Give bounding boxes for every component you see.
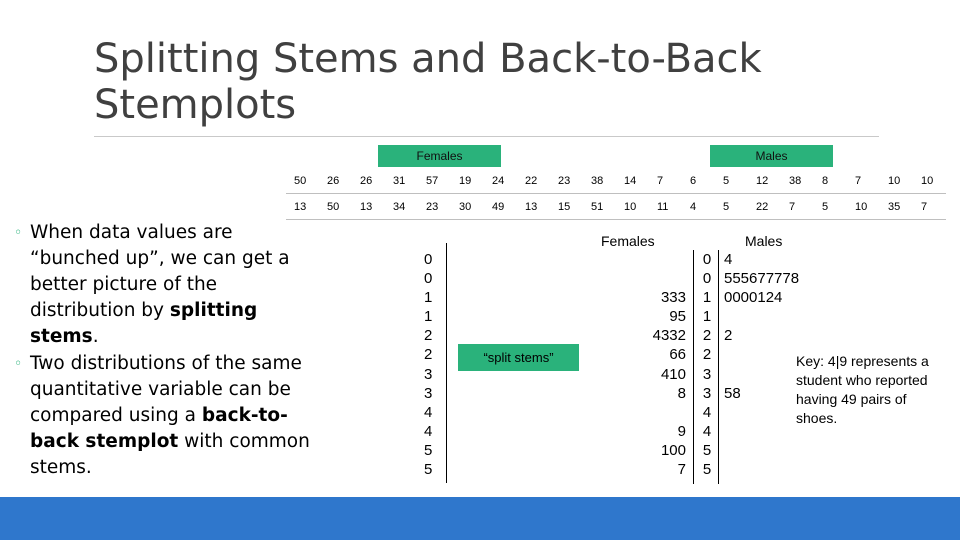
stemplot-cell (724, 441, 834, 460)
stemplot-cell: 2 (702, 346, 712, 364)
stemplot-cell: 0 (702, 251, 712, 268)
bullet-text: . (92, 326, 99, 347)
stemplot-cell: 3 (702, 365, 712, 383)
bullet-text: When data values are “bunched up”, we can get a better picture of the distribution by (30, 222, 290, 321)
table-cell: 50 (319, 194, 352, 220)
stemplot-cell: 100 (660, 441, 686, 459)
stemplot-cell: 2 (702, 327, 712, 345)
table-cell: 13 (517, 194, 550, 220)
stemplot-cell: 2 (424, 327, 433, 345)
table-cell: 7 (847, 168, 880, 194)
bold-term: back-to-back stemplot (30, 405, 288, 452)
table-cell: 14 (616, 168, 649, 194)
table-cell: 23 (550, 168, 583, 194)
table-cell: 11 (649, 194, 682, 220)
stemplot-cell: 0 (424, 251, 433, 268)
stemplot-cell: 2 (424, 346, 433, 364)
table-cell: 5 (715, 194, 748, 220)
stemplot-cell: 5 (424, 441, 433, 459)
stemplot-cell: 4 (702, 422, 712, 440)
bullet-item (14, 220, 314, 350)
table-cell: 35 (880, 194, 913, 220)
table-cell: 49 (484, 194, 517, 220)
stemplot-cell (724, 307, 834, 326)
stemplot-cell: 7 (677, 461, 686, 479)
stemplot-cell: 4332 (652, 327, 686, 345)
table-cell: 5 (715, 168, 748, 194)
stemplot-cell: 4 (424, 422, 433, 440)
table-cell: 7 (781, 194, 814, 220)
stemplot-cell: 2 (724, 327, 733, 345)
b2b-female-leaves (620, 250, 686, 479)
table-cell: 22 (748, 194, 781, 220)
table-cell: 7 (649, 168, 682, 194)
b2b-right-divider (718, 250, 719, 484)
stemplot-cell: 1 (424, 289, 433, 307)
stemplot-cell: 0 (702, 270, 712, 288)
table-cell: 30 (451, 194, 484, 220)
table-cell: 7 (913, 194, 946, 220)
table-cell: 38 (583, 168, 616, 194)
bullet-marker-icon: ◦ (14, 225, 23, 241)
stemplot-cell (620, 250, 686, 269)
stemplot-cell: 5 (424, 461, 433, 479)
stemplot-cell: 3 (424, 384, 433, 402)
slide-title: Splitting Stems and Back-to-Back Stemplots (94, 36, 762, 128)
table-cell: 10 (616, 194, 649, 220)
stemplot-cell: 555677778 (724, 270, 800, 288)
table-cell: 8 (814, 168, 847, 194)
table-cell: 38 (781, 168, 814, 194)
bullet-text: Two distributions of the same quantitative variable can be compared using a (30, 353, 302, 426)
stemplot-cell: 410 (660, 365, 686, 383)
stemplot-cell: 95 (669, 308, 686, 326)
table-cell: 13 (352, 194, 385, 220)
table-cell: 24 (484, 168, 517, 194)
stemplot-cell (620, 403, 686, 422)
stemplot-cell: 5 (702, 461, 712, 479)
table-cell: 10 (847, 194, 880, 220)
bullet-list (14, 220, 314, 482)
b2b-males-header: Males (745, 233, 783, 249)
stemplot-cell: 66 (669, 346, 686, 364)
bold-term: splitting stems (30, 300, 258, 347)
split-stems-label: “split stems” (458, 344, 579, 371)
bullet-text: with common stems. (30, 431, 310, 478)
table-cell: 6 (682, 168, 715, 194)
table-cell: 10 (880, 168, 913, 194)
table-cell: 57 (418, 168, 451, 194)
table-cell: 12 (748, 168, 781, 194)
stemplot-cell: 5 (702, 441, 712, 459)
stemplot-cell: 4 (724, 251, 733, 268)
table-cell: 26 (352, 168, 385, 194)
b2b-stems (700, 250, 714, 479)
table-cell: 4 (682, 194, 715, 220)
stemplot-cell: 3 (424, 365, 433, 383)
stemplot-cell: 4 (424, 403, 433, 421)
table-cell: 31 (385, 168, 418, 194)
stemplot-cell: 58 (724, 384, 741, 402)
table-row (286, 194, 946, 220)
table-row (286, 168, 946, 194)
table-cell: 13 (286, 194, 319, 220)
females-table-label: Females (378, 145, 501, 167)
stemplot-key: Key: 4|9 represents a student who reported having 49 pairs of shoes. (796, 353, 929, 426)
b2b-left-divider (693, 250, 694, 484)
stemplot-cell: 8 (677, 384, 686, 402)
table-cell: 22 (517, 168, 550, 194)
title-divider (94, 136, 879, 137)
table-cell: 5 (814, 194, 847, 220)
table-cell: 26 (319, 168, 352, 194)
stemplot-cell (724, 460, 834, 479)
shoes-data-table (286, 168, 946, 220)
table-cell: 19 (451, 168, 484, 194)
stemplot-cell: 1 (702, 308, 712, 326)
males-table-label: Males (710, 145, 833, 167)
stemplot-cell: 1 (702, 289, 712, 307)
table-cell: 50 (286, 168, 319, 194)
table-cell: 15 (550, 194, 583, 220)
stemplot-cell: 333 (660, 289, 686, 307)
footer-bar (0, 497, 960, 540)
table-cell: 34 (385, 194, 418, 220)
stemplot-cell: 4 (702, 403, 712, 421)
stemplot-cell: 0000124 (724, 289, 783, 307)
table-cell: 10 (913, 168, 946, 194)
stemplot-cell: 1 (424, 308, 433, 326)
b2b-females-header: Females (601, 233, 655, 249)
split-stems-column (424, 250, 446, 479)
stemplot-cell: 3 (702, 384, 712, 402)
table-cell: 51 (583, 194, 616, 220)
stemplot-cell: 0 (424, 270, 433, 288)
stemplot-cell (620, 269, 686, 288)
stemplot-cell: 9 (677, 422, 686, 440)
bullet-item (14, 351, 314, 481)
split-stems-divider (446, 243, 447, 483)
bullet-marker-icon: ◦ (14, 356, 23, 372)
table-cell: 23 (418, 194, 451, 220)
